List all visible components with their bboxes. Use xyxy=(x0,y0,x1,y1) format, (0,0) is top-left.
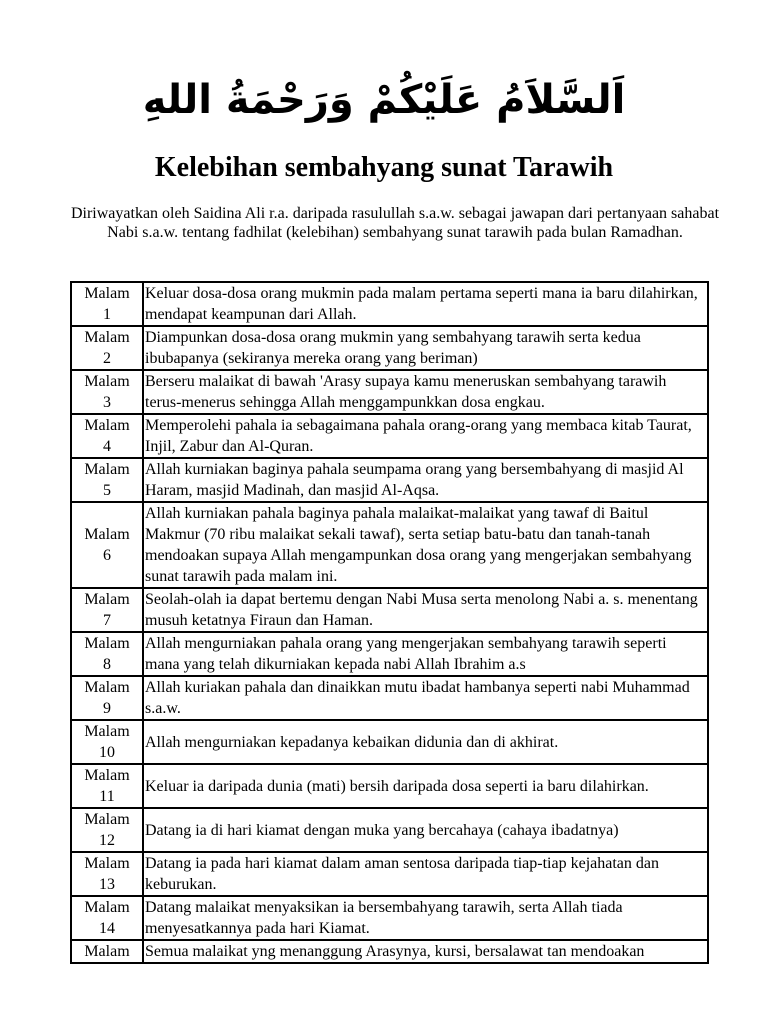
description-text: Allah kurniakan baginya pahala seumpama orang yang bersembahyang di masjid Al Haram, masjid Madinah, dan masjid Al-Aqsa. xyxy=(145,461,684,499)
malam-cell xyxy=(71,720,143,764)
table-row xyxy=(71,632,708,676)
description-text: Berseru malaikat di bawah 'Arasy supaya kamu meneruskan sembahyang tarawih terus-menerus sehingga Allah menggampunkkan dosa engkau. xyxy=(145,373,667,411)
tarawih-table xyxy=(70,281,709,964)
description-text: Allah mengurniakan kepadanya kebaikan didunia dan di akhirat. xyxy=(145,733,559,751)
malam-label: Malam xyxy=(84,943,130,960)
description-cell xyxy=(143,326,708,370)
malam-number: 6 xyxy=(103,547,111,564)
malam-cell xyxy=(71,326,143,370)
table-row xyxy=(71,676,708,720)
malam-number: 11 xyxy=(99,788,115,805)
malam-cell xyxy=(71,282,143,326)
malam-label: Malam xyxy=(84,461,130,478)
malam-cell xyxy=(71,414,143,458)
malam-label: Malam xyxy=(84,591,130,608)
table-row xyxy=(71,282,708,326)
malam-cell xyxy=(71,502,143,588)
malam-number: 5 xyxy=(103,482,111,499)
table-row xyxy=(71,588,708,632)
description-cell xyxy=(143,458,708,502)
malam-number: 3 xyxy=(103,394,111,411)
table-row xyxy=(71,764,708,808)
malam-cell xyxy=(71,588,143,632)
description-cell xyxy=(143,282,708,326)
description-text: Semua malaikat yng menanggung Arasynya, kursi, bersalawat tan mendoakan xyxy=(145,943,645,960)
table-row xyxy=(71,720,708,764)
malam-cell xyxy=(71,896,143,940)
description-cell xyxy=(143,764,708,808)
page-title: Kelebihan sembahyang sunat Tarawih xyxy=(154,152,614,183)
table-row xyxy=(71,940,708,963)
malam-label: Malam xyxy=(84,723,130,740)
table-row xyxy=(71,502,708,588)
malam-number: 7 xyxy=(103,612,111,629)
malam-cell xyxy=(71,808,143,852)
description-text: Datang malaikat menyaksikan ia bersembahyang tarawih, serta Allah tiada menyesatkannya pada hari Kiamat. xyxy=(145,899,623,937)
table-row xyxy=(71,896,708,940)
malam-cell xyxy=(71,852,143,896)
malam-label: Malam xyxy=(84,635,130,652)
description-cell xyxy=(143,588,708,632)
malam-label: Malam xyxy=(84,526,130,543)
table-row xyxy=(71,458,708,502)
salam-greeting: اَلسَّلاَمُ عَلَيْكُمْ وَرَحْمَةُ اللهِ xyxy=(142,77,626,123)
malam-number: 1 xyxy=(103,306,111,323)
description-cell xyxy=(143,370,708,414)
table-row xyxy=(71,852,708,896)
malam-number: 2 xyxy=(103,350,111,367)
intro-paragraph: Diriwayatkan oleh Saidina Ali r.a. daripada rasulullah s.a.w. sebagai jawapan dari pertanyaan sahabat Nabi s.a.w. tentang fadhilat (kelebihan) sembahyang sunat tarawih pada bulan Ramadhan. xyxy=(70,205,720,241)
description-cell xyxy=(143,852,708,896)
description-cell xyxy=(143,502,708,588)
malam-number: 13 xyxy=(99,876,115,893)
malam-label: Malam xyxy=(84,285,130,302)
malam-label: Malam xyxy=(84,373,130,390)
table-row xyxy=(71,370,708,414)
table-row xyxy=(71,808,708,852)
description-text: Keluar dosa-dosa orang mukmin pada malam pertama seperti mana ia baru dilahirkan, mendapat keampunan dari Allah. xyxy=(145,285,698,323)
description-text: Keluar ia daripada dunia (mati) bersih daripada dosa seperti ia baru dilahirkan. xyxy=(145,777,649,795)
malam-label: Malam xyxy=(84,417,130,434)
malam-number: 9 xyxy=(103,700,111,717)
description-text: Datang ia pada hari kiamat dalam aman sentosa daripada tiap-tiap kejahatan dan keburukan. xyxy=(145,855,659,893)
malam-number: 4 xyxy=(103,438,111,455)
malam-number: 10 xyxy=(99,744,115,761)
malam-label: Malam xyxy=(84,855,130,872)
table-row xyxy=(71,326,708,370)
description-text: Datang ia di hari kiamat dengan muka yang bercahaya (cahaya ibadatnya) xyxy=(145,821,619,839)
description-cell xyxy=(143,896,708,940)
description-text: Diampunkan dosa-dosa orang mukmin yang sembahyang tarawih serta kedua ibubapanya (sekiranya mereka orang yang beriman) xyxy=(145,329,641,367)
malam-label: Malam xyxy=(84,767,130,784)
description-text: Seolah-olah ia dapat bertemu dengan Nabi Musa serta menolong Nabi a. s. menentang musuh ketatnya Firaun dan Haman. xyxy=(145,591,698,629)
table-row xyxy=(71,414,708,458)
description-text: Allah kurniakan pahala baginya pahala malaikat-malaikat yang tawaf di Baitul Makmur (70 ribu malaikat sekali tawaf), serta setiap batu-batu dan tanah-tanah mendoakan supaya Allah mengampunkan dosa orang yang mengerjakan sembahyang sunat tarawih pada malam ini. xyxy=(145,505,692,585)
malam-label: Malam xyxy=(84,679,130,696)
malam-number: 8 xyxy=(103,656,111,673)
malam-number: 14 xyxy=(99,920,115,937)
malam-cell xyxy=(71,764,143,808)
description-cell xyxy=(143,676,708,720)
malam-cell xyxy=(71,370,143,414)
description-text: Allah kuriakan pahala dan dinaikkan mutu ibadat hambanya seperti nabi Muhammad s.a.w. xyxy=(145,679,690,717)
malam-cell xyxy=(71,940,143,963)
description-cell xyxy=(143,632,708,676)
description-cell xyxy=(143,414,708,458)
malam-cell xyxy=(71,458,143,502)
malam-label: Malam xyxy=(84,899,130,916)
malam-label: Malam xyxy=(84,329,130,346)
malam-number: 12 xyxy=(99,832,115,849)
malam-cell xyxy=(71,632,143,676)
malam-label: Malam xyxy=(84,811,130,828)
description-cell xyxy=(143,720,708,764)
description-cell xyxy=(143,940,708,963)
description-cell xyxy=(143,808,708,852)
description-text: Allah mengurniakan pahala orang yang mengerjakan sembahyang tarawih seperti mana yang telah dikurniakan kepada nabi Allah Ibrahim a.s xyxy=(145,635,667,673)
malam-cell xyxy=(71,676,143,720)
description-text: Memperolehi pahala ia sebagaimana pahala orang-orang yang membaca kitab Taurat, Injil, Zabur dan Al-Quran. xyxy=(145,417,692,455)
